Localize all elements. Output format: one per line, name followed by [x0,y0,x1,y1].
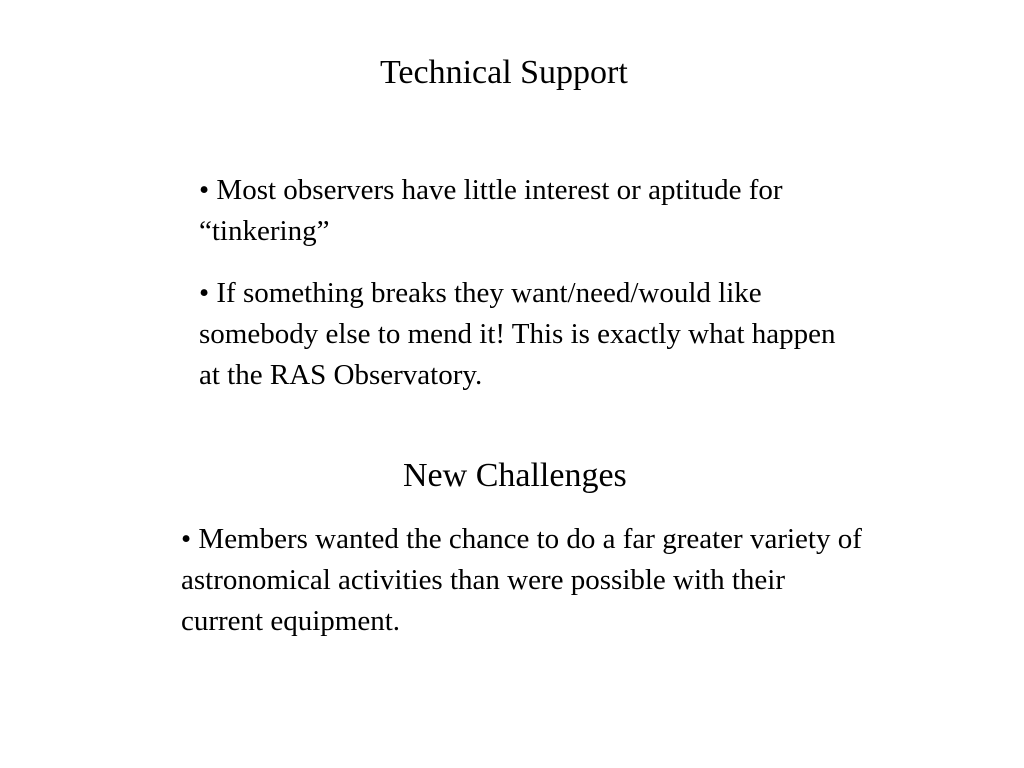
section-heading-technical-support: Technical Support [380,54,628,91]
bullet-point: • Most observers have little interest or aptitude for “tinkering” [199,174,783,247]
section-heading-new-challenges: New Challenges [403,457,627,494]
bullet-point: • If something breaks they want/need/would like somebody else to mend it! This is exactly what happen at the RAS Observatory. [199,277,836,391]
bullet-point: • Members wanted the chance to do a far greater variety of astronomical activities than were possible with their current equipment. [181,523,862,637]
